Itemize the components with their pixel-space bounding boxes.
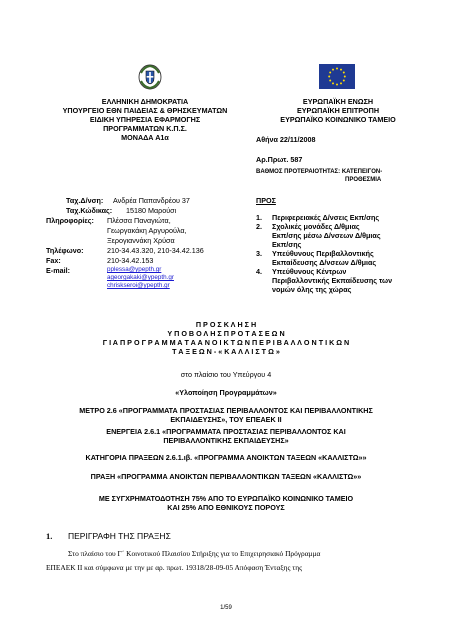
list-number: 3. bbox=[256, 249, 262, 258]
info-contact: Γεωργακάκη Αργυρούλα, bbox=[107, 226, 187, 235]
funding-block bbox=[20, 494, 432, 512]
measure-line: ΕΚΠΑΙΔΕΥΣΗΣ», ΤΟΥ ΕΠΕΑΕΚ ΙΙ bbox=[170, 415, 282, 424]
action-line: ΠΕΡΙΒΑΛΛΟΝΤΙΚΗΣ ΕΚΠΑΙΔΕΥΣΗΣ» bbox=[163, 436, 289, 445]
priority-label: ΒΑΘΜΟΣ ΠΡΟΤΕΡΑΙΟΤΗΤΑΣ: ΚΑΤΕΠΕΙΓΟΝ- bbox=[256, 169, 383, 175]
paragraph-line: Στο πλαίσιο του Γ΄ Κοινοτικού Πλαισίου Στήριξης για το Επιχειρησιακό Πρόγραμμα bbox=[68, 549, 321, 558]
address-label: Ταχ.Δ/νση: bbox=[66, 196, 104, 205]
postcode-value: 15180 Μαρούσι bbox=[126, 206, 177, 215]
list-item bbox=[256, 267, 436, 294]
fax-label: Fax: bbox=[46, 256, 61, 265]
phone-label: Τηλέφωνο: bbox=[46, 246, 84, 255]
email-link[interactable]: pplessa@ypepth.gr bbox=[107, 266, 162, 273]
list-text: νομών όλης της χώρας bbox=[272, 285, 352, 294]
protocol-number: Αρ.Πρωτ. 587 bbox=[256, 155, 303, 164]
list-number: 2. bbox=[256, 222, 262, 231]
recipients-list bbox=[256, 213, 436, 294]
title-line: Γ Ι Α Π Ρ Ο Γ Ρ Α Μ Μ Α Τ Α Α Ν Ο Ι Κ Τ Ω Ν Π Ε Ρ Ι Β Α Λ Λ Ο Ν Τ Ι Κ Ω Ν bbox=[102, 338, 350, 347]
list-number: 4. bbox=[256, 267, 262, 276]
list-text: Σχολικές μονάδες Δ/θμιας bbox=[272, 222, 360, 231]
measure-line: ΜΕΤΡΟ 2.6 «ΠΡΟΓΡΑΜΜΑΤΑ ΠΡΟΣΤΑΣΙΑΣ ΠΕΡΙΒΑΛΛΟΝΤΟΣ ΚΑΙ ΠΕΡΙΒΑΛΛΟΝΤΙΚΗΣ bbox=[79, 406, 373, 415]
list-text: Περιβαλλοντικής Εκπαίδευσης των bbox=[272, 276, 393, 285]
recipients-title: ΠΡΟΣ bbox=[256, 196, 276, 205]
title-line: Τ Α Ξ Ε Ω Ν - « Κ Α Λ Λ Ι Σ Τ Ω » bbox=[172, 347, 280, 356]
title-line: Υ Π Ο Β Ο Λ Η Σ Π Ρ Ο Τ Α Σ Ε Ω Ν bbox=[167, 329, 285, 338]
greek-emblem-icon bbox=[138, 64, 162, 90]
fax-value: 210-34.42.153 bbox=[107, 256, 154, 265]
priority-value: ΠΡΟΘΕΣΜΙΑ bbox=[345, 177, 382, 183]
action-line: ΕΝΕΡΓΕΙΑ 2.6.1 «ΠΡΟΓΡΑΜΜΑΤΑ ΠΡΟΣΤΑΣΙΑΣ ΠΕΡΙΒΑΛΛΟΝΤΟΣ ΚΑΙ bbox=[106, 427, 346, 436]
postcode-label: Ταχ.Κώδικας: bbox=[66, 206, 113, 215]
measure-block bbox=[20, 406, 432, 424]
header-line: ΥΠΟΥΡΓΕΙΟ ΕΘΝ ΠΑΙΔΕΙΑΣ & ΘΡΗΣΚΕΥΜΑΤΩΝ bbox=[62, 106, 228, 115]
list-number: 1. bbox=[256, 213, 262, 222]
funding-line: ΜΕ ΣΥΓΧΡΗΜΑΤΟΔΟΤΗΣΗ 75% ΑΠΟ ΤΟ ΕΥΡΩΠΑΪΚΟ ΚΟΙΝΩΝΙΚΟ ΤΑΜΕΙΟ bbox=[98, 494, 354, 503]
action-block bbox=[20, 427, 432, 445]
email-label: E-mail: bbox=[46, 266, 70, 275]
implementation-line: «Υλοποίηση Προγραμμάτων» bbox=[175, 388, 277, 397]
praxi-line: ΠΡΑΞΗ «ΠΡΟΓΡΑΜΜΑ ΑΝΟΙΚΤΩΝ ΠΕΡΙΒΑΛΛΟΝΤΙΚΩΝ ΤΑΞΕΩΝ «ΚΑΛΛΙΣΤΩ»» bbox=[90, 472, 362, 481]
email-link[interactable]: chriskseroi@ypepth.gr bbox=[107, 282, 170, 289]
header-line: ΕΥΡΩΠΑΪΚΗ ΕΝΩΣΗ bbox=[302, 97, 374, 106]
funding-line: ΚΑΙ 25% ΑΠΟ ΕΘΝΙΚΟΥΣ ΠΟΡΟΥΣ bbox=[167, 503, 285, 512]
title-line: Π Ρ Ο Σ Κ Λ Η Σ Η bbox=[195, 320, 257, 329]
section-number: 1. bbox=[46, 531, 53, 541]
header-line: ΕΛΛΗΝΙΚΗ ΔΗΜΟΚΡΑΤΙΑ bbox=[101, 97, 189, 106]
list-text: Υπεύθυνους Περιβαλλοντικής bbox=[272, 249, 374, 258]
section-title: ΠΕΡΙΓΡΑΦΗ ΤΗΣ ΠΡΑΞΗΣ bbox=[68, 531, 171, 541]
header-line: ΕΥΡΩΠΑΪΚΟ ΚΟΙΝΩΝΙΚΟ ΤΑΜΕΙΟ bbox=[280, 115, 396, 124]
category-line: ΚΑΤΗΓΟΡΙΑ ΠΡΑΞΕΩΝ 2.6.1.ιβ. «ΠΡΟΓΡΑΜΜΑ ΑΝΟΙΚΤΩΝ ΤΑΞΕΩΝ «ΚΑΛΛΙΣΤΩ»» bbox=[85, 453, 367, 462]
info-contact: Ξερογιαννάκη Χρύσα bbox=[107, 236, 175, 245]
ministry-header bbox=[30, 97, 260, 142]
address-value: Ανδρέα Παπανδρέου 37 bbox=[113, 196, 190, 205]
list-item bbox=[256, 249, 436, 267]
list-text: Εκπ/σης μέσω Δ/νσεων Δ/θμιας bbox=[272, 231, 381, 240]
header-line: ΕΙΔΙΚΗ ΥΠΗΡΕΣΙΑ ΕΦΑΡΜΟΓΗΣ bbox=[89, 115, 201, 124]
phone-value: 210-34.43.320, 210-34.42.136 bbox=[107, 246, 204, 255]
document-date: Αθήνα 22/11/2008 bbox=[256, 135, 316, 144]
paragraph-line: ΕΠΕΑΕΚ ΙΙ και σύμφωνα με την με αρ. πρωτ. 19318/28-09-05 Απόφαση Ένταξης της bbox=[46, 563, 303, 572]
header-line: ΜΟΝΑΔΑ Α1α bbox=[121, 133, 169, 142]
eu-flag-icon bbox=[319, 64, 355, 89]
list-text: Υπεύθυνους Κέντρων bbox=[272, 267, 347, 276]
header-line: ΕΥΡΩΠΑΪΚΗ ΕΠΙΤΡΟΠΗ bbox=[296, 106, 380, 115]
list-text: Εκπ/σης bbox=[272, 240, 302, 249]
body-paragraph bbox=[46, 547, 410, 575]
page-number: 1/59 bbox=[220, 605, 232, 611]
eu-header bbox=[246, 97, 430, 124]
context-line: στο πλαίσιο του Υπεύργου 4 bbox=[180, 370, 272, 379]
list-text: Περιφερειακές Δ/νσεις Εκπ/σης bbox=[272, 213, 380, 222]
email-link[interactable]: ageorgakaki@ypepth.gr bbox=[107, 274, 174, 281]
list-item bbox=[256, 213, 436, 222]
info-contact: Πλέσσα Παναγιώτα, bbox=[107, 216, 171, 225]
list-text: Εκπαίδευσης Δ/νσεων Δ/θμιας bbox=[272, 258, 377, 267]
info-label: Πληροφορίες: bbox=[46, 216, 94, 225]
header-line: ΠΡΟΓΡΑΜΜΑΤΩΝ Κ.Π.Σ. bbox=[103, 124, 187, 133]
list-item bbox=[256, 222, 436, 249]
invitation-title bbox=[20, 320, 432, 356]
